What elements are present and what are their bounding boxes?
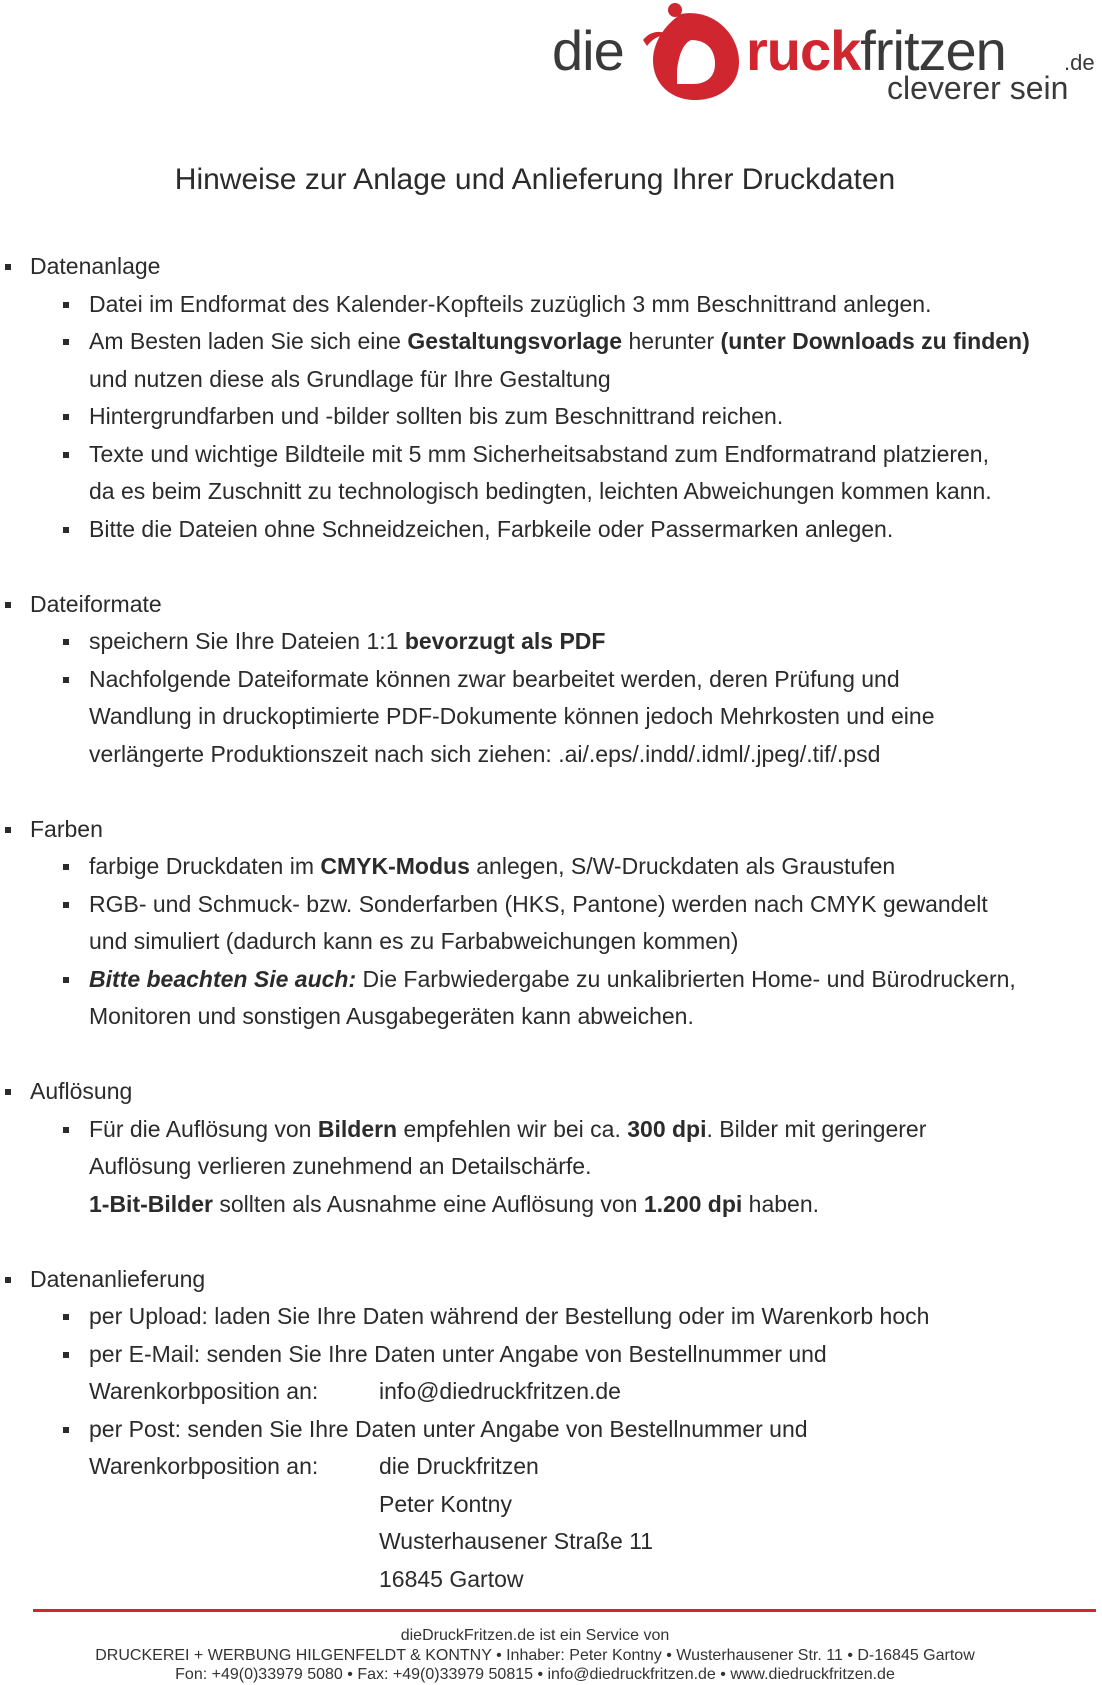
document-body (0, 248, 1102, 1636)
logo-tld: .de (1064, 50, 1095, 75)
brand-logo (552, 0, 1097, 110)
list-item: Datei im Endformat des Kalender-Kopfteils zuzüglich 3 mm Beschnittrand anlegen. (0, 286, 1102, 324)
section-aufloesung (0, 1073, 1102, 1223)
list-item: Bitte beachten Sie auch: Die Farbwiedergabe zu unkalibrierten Home- und Bürodruckern, Monitoren und sonstigen Ausgabegeräten kann abweichen. (0, 961, 1102, 1036)
list-item: RGB- und Schmuck- bzw. Sonderfarben (HKS, Pantone) werden nach CMYK gewandelt und simuliert (dadurch kann es zu Farbabweichungen kommen) (0, 886, 1102, 961)
email-address: info@diedruckfritzen.de (379, 1378, 621, 1404)
footer-line: Fon: +49(0)33979 5080 • Fax: +49(0)33979 50815 • info@diedruckfritzen.de • www.diedruckfritzen.de (175, 1666, 895, 1683)
footer-line: DRUCKEREI + WERBUNG HILGENFELDT & KONTNY • Inhaber: Peter Kontny • Wusterhausener Str. 11 • D-16845 Gartow (95, 1646, 975, 1664)
section-farben (0, 811, 1102, 1036)
list-item: Texte und wichtige Bildteile mit 5 mm Sicherheitsabstand zum Endformatrand platzieren, da es beim Zuschnitt zu technologisch bedingten, leichten Abweichungen kommen kann. (0, 436, 1102, 511)
list-item: per E-Mail: senden Sie Ihre Daten unter Angabe von Bestellnummer und Warenkorbposition an: info@diedruckfritzen.de (0, 1336, 1102, 1411)
list-item: farbige Druckdaten im CMYK-Modus anlegen, S/W-Druckdaten als Graustufen (0, 848, 1102, 886)
postal-address: die Druckfritzen Peter Kontny Wusterhausener Straße 11 16845 Gartow (379, 1453, 654, 1592)
page-title: Hinweise zur Anlage und Anlieferung Ihrer Druckdaten (174, 163, 896, 196)
section-heading: Farben (0, 811, 1102, 849)
logo-drop-icon (635, 0, 745, 104)
list-item: per Post: senden Sie Ihre Daten unter Angabe von Bestellnummer und Warenkorbposition an: die Druckfritzen Peter Kontny Wusterhausener Straße 11 16845 Gartow (0, 1411, 1102, 1599)
list-item: per Upload: laden Sie Ihre Daten während der Bestellung oder im Warenkorb hoch (0, 1298, 1102, 1336)
section-heading: Datenanlieferung (0, 1261, 1102, 1299)
logo-die-text: die (552, 19, 624, 82)
logo-wordmark: ruckfritzen (746, 19, 1006, 82)
footer-divider (33, 1609, 1096, 1612)
list-item: Bitte die Dateien ohne Schneidzeichen, Farbkeile oder Passermarken anlegen. (0, 511, 1102, 549)
section-heading: Auflösung (0, 1073, 1102, 1111)
section-heading: Datenanlage (0, 248, 1102, 286)
list-item: speichern Sie Ihre Dateien 1:1 bevorzugt als PDF (0, 623, 1102, 661)
list-item: Für die Auflösung von Bildern empfehlen wir bei ca. 300 dpi. Bilder mit geringerer Auflösung verlieren zunehmend an Detailschärfe. 1-Bit-Bilder sollten als Ausnahme eine Auflösung von 1.200 dpi haben. (0, 1111, 1102, 1224)
footer (0, 1626, 1070, 1685)
section-heading: Dateiformate (0, 586, 1102, 624)
section-dateiformate (0, 586, 1102, 774)
logo-tagline: cleverer sein (887, 70, 1069, 106)
list-item: Nachfolgende Dateiformate können zwar bearbeitet werden, deren Prüfung und Wandlung in druckoptimierte PDF-Dokumente können jedoch Mehrkosten und eine verlängerte Produktionszeit nach sich ziehen: .ai/.eps/.indd/.idml/.jpeg/.tif/.psd (0, 661, 1102, 774)
section-datenanlage (0, 248, 1102, 548)
section-datenanlieferung (0, 1261, 1102, 1599)
list-item: Hintergrundfarben und -bilder sollten bis zum Beschnittrand reichen. (0, 398, 1102, 436)
list-item: Am Besten laden Sie sich eine Gestaltungsvorlage herunter (unter Downloads zu finden) und nutzen diese als Grundlage für Ihre Gestaltung (0, 323, 1102, 398)
footer-line: dieDruckFritzen.de ist ein Service von (400, 1627, 670, 1644)
